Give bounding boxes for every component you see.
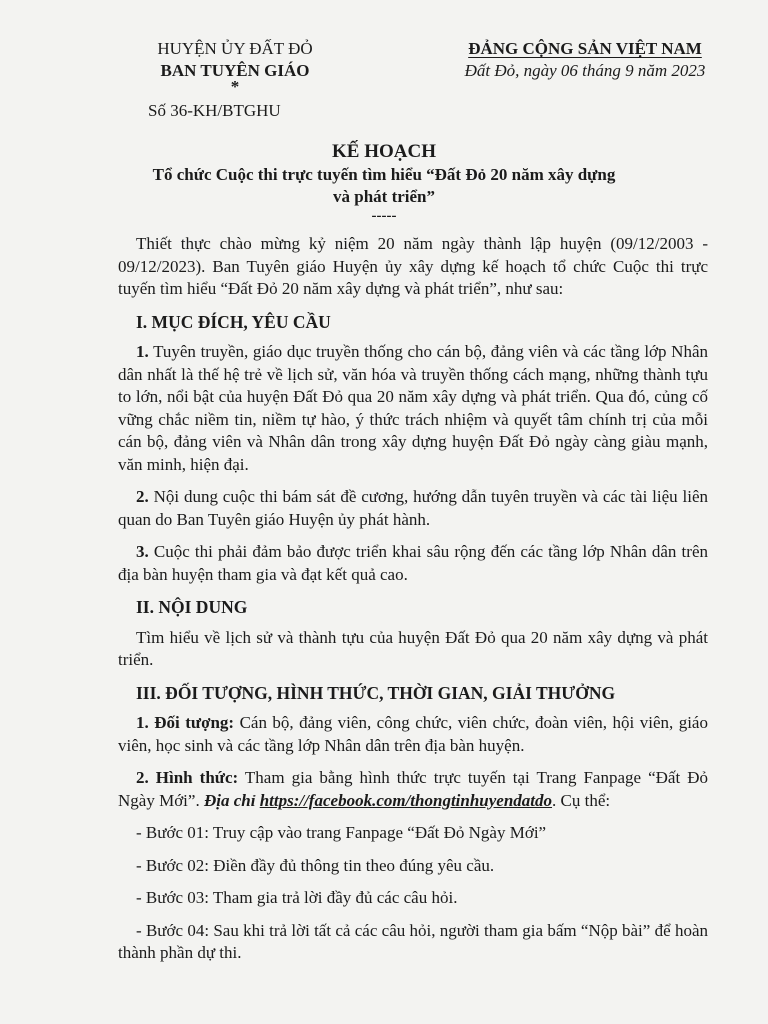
issuer-dept: BAN TUYÊN GIÁO xyxy=(160,61,310,80)
item-label: 1. Đối tượng: xyxy=(136,713,235,732)
section1-item-2 xyxy=(118,486,708,531)
step-1: - Bước 01: Truy cập vào trang Fanpage “Đất Đỏ Ngày Mới” xyxy=(136,823,547,842)
item-text: Cán bộ, đảng viên, công chức, viên chức, đoàn viên, hội viên, giáo viên, học sinh và các tầng lớp Nhân dân trên địa bàn huyện. xyxy=(118,713,708,755)
item-number: 3. xyxy=(136,542,149,561)
issuer-star: * xyxy=(230,77,240,96)
item-text: Tham gia bằng hình thức trực tuyến tại Trang Fanpage “Đất Đỏ Ngày Mới”. xyxy=(118,768,708,810)
intro-paragraph: Thiết thực chào mừng kỷ niệm 20 năm ngày thành lập huyện (09/12/2003 - 09/12/2023). Ban Tuyên giáo Huyện ủy xây dựng kế hoạch tổ chức Cuộc thi trực tuyến tìm hiểu “Đất Đỏ 20 năm xây dựng và phát triển”, như sau: xyxy=(118,234,708,298)
document-title-block xyxy=(0,140,768,224)
item-number: 1. xyxy=(136,342,149,361)
document-subtitle-line1: Tổ chức Cuộc thi trực tuyến tìm hiểu “Đất Đỏ 20 năm xây dựng xyxy=(152,165,616,184)
facebook-link[interactable]: https://facebook.com/thongtinhuyendatdo xyxy=(259,790,553,810)
item-label: 2. Hình thức: xyxy=(136,768,239,787)
item-text: Cuộc thi phải đảm bảo được triển khai sâu rộng đến các tầng lớp Nhân dân trên địa bàn huyện tham gia và đạt kết quả cao. xyxy=(118,542,708,584)
party-name: ĐẢNG CỘNG SẢN VIỆT NAM xyxy=(468,39,702,58)
step-4: - Bước 04: Sau khi trả lời tất cả các câu hỏi, người tham gia bấm “Nộp bài” để hoàn thành phần dự thi. xyxy=(118,920,708,962)
document-subtitle-line2: và phát triển” xyxy=(333,187,435,206)
item-text: Tuyên truyền, giáo dục truyền thống cho cán bộ, đảng viên và các tầng lớp Nhân dân nhất là thế hệ trẻ về lịch sử, văn hóa và truyền thống cách mạng, những thành tựu to lớn, nổi bật của huyện Đất Đỏ qua 20 năm xây dựng và phát triển. Qua đó, củng cố vững chắc niềm tin, niềm tự hào, ý thức trách nhiệm và quyết tâm chính trị của mỗi cán bộ, đảng viên và Nhân dân trong xây dựng huyện Đất Đỏ ngày càng giàu mạnh, văn minh, hiện đại. xyxy=(118,342,708,474)
document-title: KẾ HOẠCH xyxy=(332,141,436,162)
section2-heading: II. NỘI DUNG xyxy=(136,597,248,617)
section3-heading: III. ĐỐI TƯỢNG, HÌNH THỨC, THỜI GIAN, GIẢI THƯỞNG xyxy=(136,682,616,703)
section1-item-1 xyxy=(118,341,708,476)
document-date: Đất Đỏ, ngày 06 tháng 9 năm 2023 xyxy=(464,61,706,80)
address-tail: . Cụ thể: xyxy=(552,790,611,810)
section2-text: Tìm hiểu về lịch sử và thành tựu của huyện Đất Đỏ qua 20 năm xây dựng và phát triển. xyxy=(118,627,708,669)
step-3: - Bước 03: Tham gia trả lời đầy đủ các câu hỏi. xyxy=(136,888,458,907)
address-label: Địa chỉ xyxy=(203,790,256,810)
issuer-org: HUYỆN ỦY ĐẤT ĐỎ xyxy=(157,39,313,58)
section3-item-2 xyxy=(118,767,708,812)
section1-item-3 xyxy=(118,541,708,586)
item-text: Nội dung cuộc thi bám sát đề cương, hướng dẫn tuyên truyền và các tài liệu liên quan do Ban Tuyên giáo Huyện ủy phát hành. xyxy=(118,487,708,529)
section3-item-1 xyxy=(118,712,708,757)
issuer-block xyxy=(120,38,350,122)
title-separator: ----- xyxy=(371,208,397,224)
section1-heading: I. MỤC ĐÍCH, YÊU CẦU xyxy=(136,311,331,332)
document-number: Số 36-KH/BTGHU xyxy=(148,101,281,120)
item-number: 2. xyxy=(136,487,149,506)
step-2: - Bước 02: Điền đầy đủ thông tin theo đúng yêu cầu. xyxy=(136,855,495,875)
national-block xyxy=(440,38,730,82)
document-body xyxy=(118,233,708,975)
